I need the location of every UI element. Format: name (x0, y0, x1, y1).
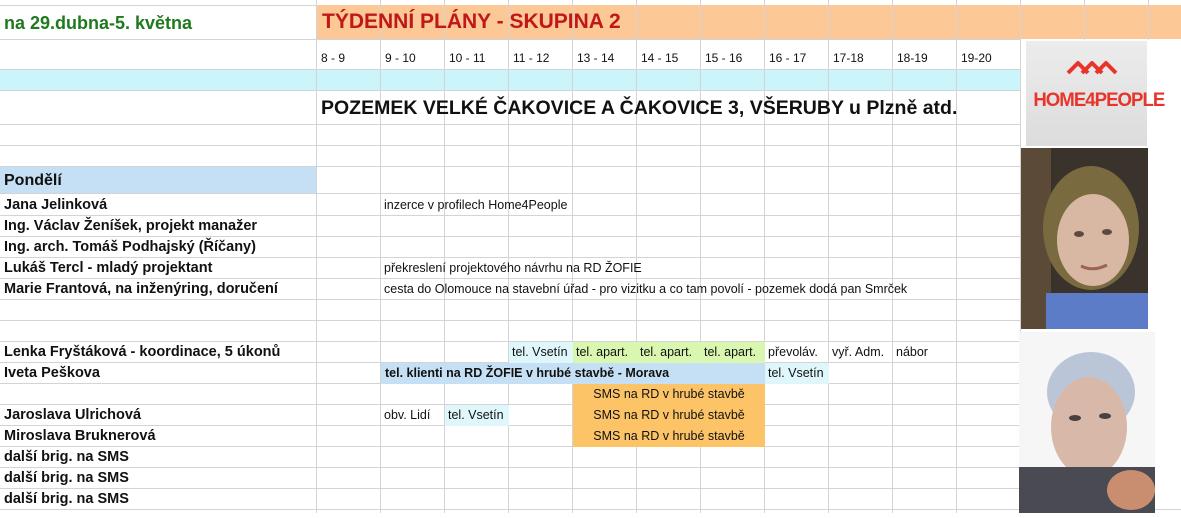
day-label: Pondělí (4, 172, 62, 189)
project-line: POZEMEK VELKÉ ČAKOVICE A ČAKOVICE 3, VŠERUBY u Plzně atd. (321, 97, 958, 119)
task-cell: nábor (896, 345, 928, 359)
hour-header: 8 - 9 (321, 51, 346, 65)
task-cell: SMS na RD v hrubé stavbě (573, 405, 765, 426)
home4people-logo (1026, 41, 1165, 146)
person-name: Lenka Fryštáková - koordinace, 5 úkonů (4, 344, 281, 360)
logo-text: HOME4PEOPLE (1033, 90, 1165, 111)
hour-header: 19-20 (961, 51, 992, 65)
task-cell: tel. Vsetín (445, 405, 509, 426)
person-name: Ing. Václav Ženíšek, projekt manažer (4, 218, 258, 234)
person-photo-1 (1021, 148, 1148, 329)
hour-header: 17-18 (833, 51, 864, 65)
task-cell: inzerce v profilech Home4People (384, 198, 568, 212)
task-cell: SMS na RD v hrubé stavbě (573, 426, 765, 447)
person-name: další brig. na SMS (4, 449, 129, 465)
task-cell: SMS na RD v hrubé stavbě (573, 384, 765, 405)
hour-header: 9 - 10 (385, 51, 416, 65)
cyan-row (0, 70, 1021, 90)
task-cell: cesta do Olomouce na stavební úřad - pro vizitku a co tam povolí - pozemek dodá pan Smrček (384, 282, 908, 296)
hour-header: 11 - 12 (513, 51, 550, 65)
task-cell: tel. apart. (573, 342, 637, 363)
task-cell: tel. klienti na RD ŽOFIE v hrubé stavbě - Morava (381, 363, 765, 384)
person-name: Jana Jelinková (4, 197, 108, 213)
portrait-icon (1019, 332, 1155, 513)
person-photo-2 (1019, 332, 1155, 513)
hour-header: 14 - 15 (641, 51, 679, 65)
person-name: Marie Frantová, na inženýring, doručení (4, 281, 278, 297)
person-name: Miroslava Bruknerová (4, 428, 156, 444)
hour-header: 15 - 16 (705, 51, 743, 65)
hour-header: 13 - 14 (577, 51, 615, 65)
person-name: Ing. arch. Tomáš Podhajský (Říčany) (4, 239, 256, 255)
page-title: TÝDENNÍ PLÁNY - SKUPINA 2 (322, 10, 621, 33)
hour-header: 16 - 17 (769, 51, 807, 65)
task-cell: tel. apart. (637, 342, 701, 363)
task-cell: převoláv. (768, 345, 818, 359)
person-name: další brig. na SMS (4, 491, 129, 507)
hour-header: 18-19 (897, 51, 928, 65)
person-name: Lukáš Tercl - mladý projektant (4, 260, 213, 276)
task-cell: vyř. Adm. (832, 345, 885, 359)
task-cell: tel. Vsetín (765, 363, 829, 384)
task-cell: tel. Vsetín (509, 342, 573, 363)
person-name: další brig. na SMS (4, 470, 129, 486)
person-name: Jaroslava Ulrichová (4, 407, 142, 423)
person-name: Iveta Peškova (4, 365, 100, 381)
project-line-clip (317, 91, 1020, 124)
task-cell: překreslení projektového návrhu na RD ŽOFIE (384, 261, 642, 275)
week-label: na 29.dubna-5. května (4, 13, 193, 33)
task-cell: obv. Lidí (384, 408, 431, 422)
task-cell: tel. apart. (701, 342, 765, 363)
portrait-icon (1021, 148, 1148, 329)
hour-header: 10 - 11 (449, 51, 486, 65)
